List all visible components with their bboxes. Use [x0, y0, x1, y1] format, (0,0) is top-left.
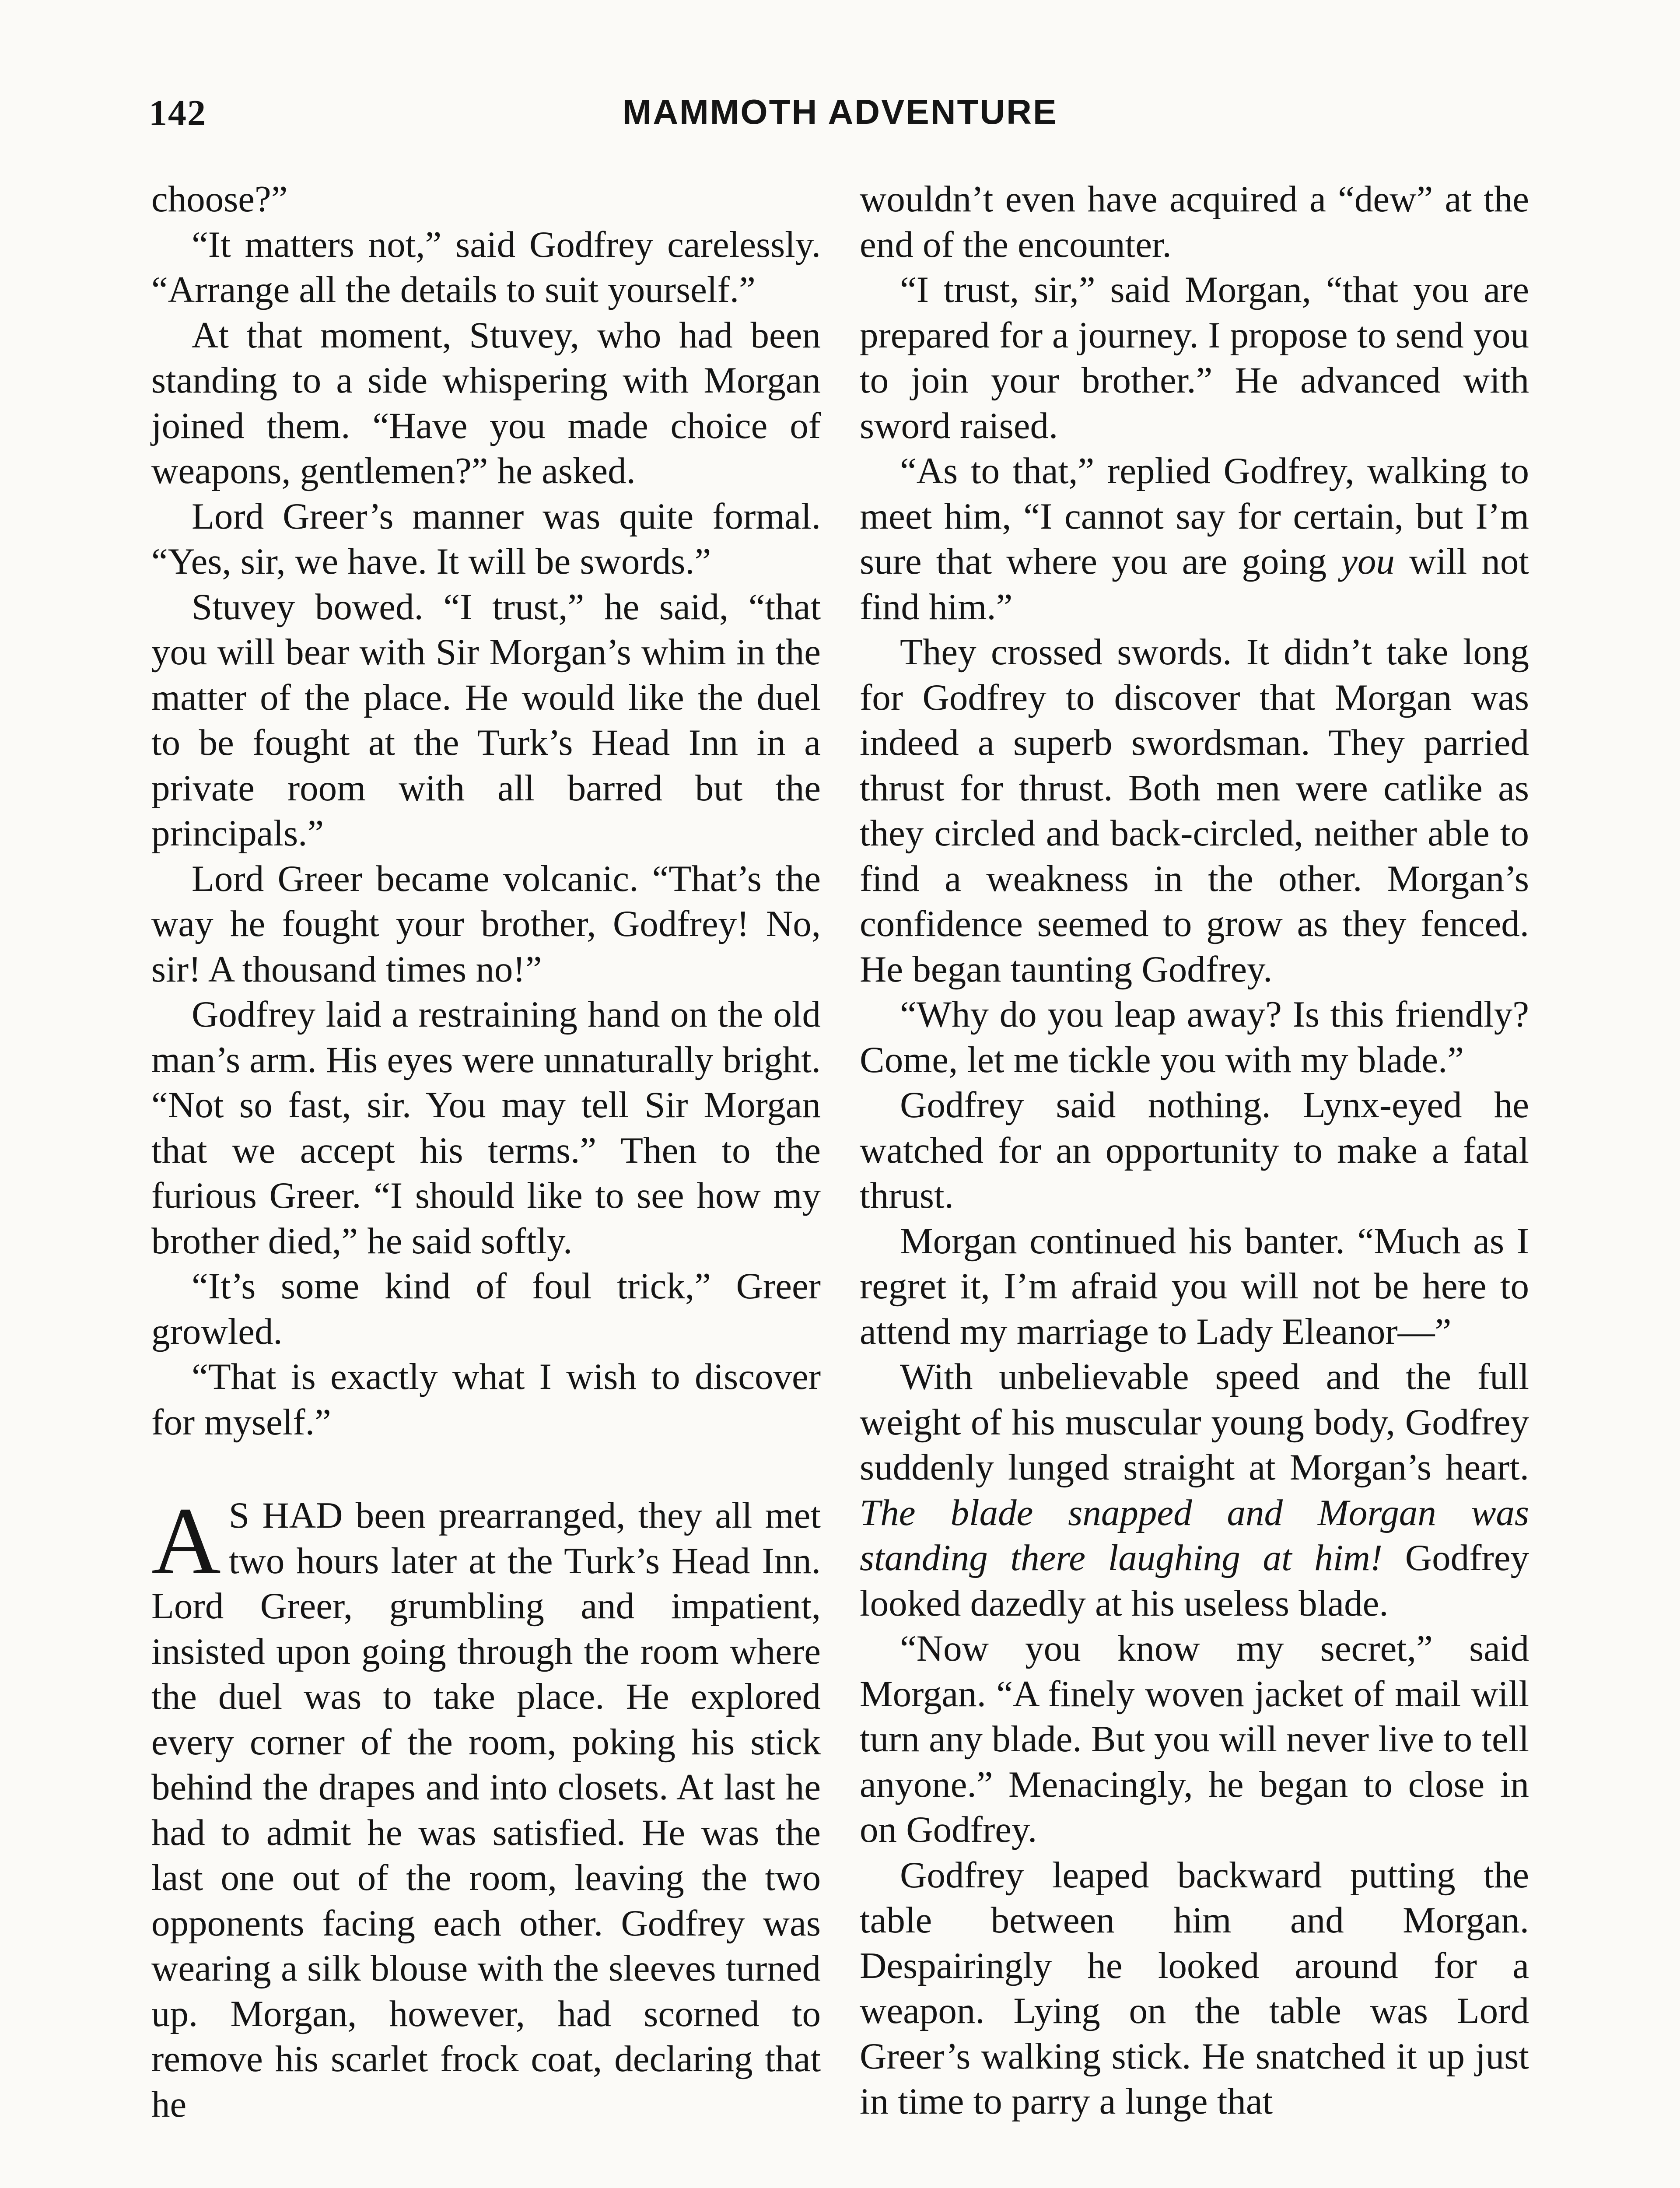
paragraph-text: S HAD been prearranged, they all met two hours later at the Turk’s Head Inn. Lord Greer, grumbling and impatient, insisted upon going through the room where the duel was to take place. He explored every corner of the room, poking his stick behind the drapes and into closets. At last he had to admit he was satisfied. He was the last one out of the room, leaving the two opponents facing each other. Godfrey was wearing a silk blouse with the sleeves turned up. Morgan, however, had scorned to remove his scarlet frock coat, declaring that he [151, 1495, 821, 2125]
paragraph-text: will not find him.” [860, 541, 1529, 628]
paragraph: “It’s some kind of foul trick,” Greer growled. [151, 1266, 821, 1352]
italic-text: The blade snapped and Morgan was standing there laughing at him! [860, 1492, 1529, 1578]
paragraph: They crossed swords. It didn’t take long for Godfrey to discover that Morgan was indeed a superb swordsman. They parried thrust for thrust. Both men were catlike as they circled and back-circled, neither able to find a weakness in the other. Morgan’s confidence seemed to grow as they fenced. He began taunting Godfrey. [860, 631, 1529, 990]
paragraph-text: “As to that,” replied Godfrey, walking to meet him, “I cannot say for certain, but I’m sure that where you are going [860, 450, 1529, 582]
italic-text: you [1341, 541, 1395, 582]
paragraph: Godfrey leaped backward putting the table between him and Morgan. Despairingly he looked around for a weapon. Lying on the table was Lord Greer’s walking stick. He snatched it up just in time to parry a lunge that [860, 1854, 1529, 2122]
paragraph [860, 449, 1529, 630]
paragraph: Stuvey bowed. “I trust,” he said, “that you will bear with Sir Morgan’s whim in the matter of the place. He would like the duel to be fought at the Turk’s Head Inn in a private room with all barred but the principals.” [151, 586, 821, 854]
paragraph: “Why do you leap away? Is this friendly? Come, let me tickle you with my blade.” [860, 994, 1529, 1080]
paragraph: Lord Greer’s manner was quite formal. “Yes, sir, we have. It will be swords.” [151, 495, 821, 582]
drop-cap: A [151, 1487, 221, 1594]
paragraph [860, 1354, 1529, 1626]
right-column [860, 177, 1529, 2125]
paragraph: At that moment, Stuvey, who had been standing to a side whispering with Morgan joined them. “Have you made choice of weapons, gentlemen?” he asked. [151, 314, 821, 491]
paragraph-text: Godfrey looked dazedly at his useless blade. [860, 1537, 1529, 1624]
page-header [149, 92, 1531, 158]
paragraph: Godfrey said nothing. Lynx-eyed he watched for an opportunity to make a fatal thrust. [860, 1084, 1529, 1216]
paragraph-text: With unbelievable speed and the full weight of his muscular young body, Godfrey suddenly lunged straight at Morgan’s heart. [860, 1356, 1529, 1488]
running-head: MAMMOTH ADVENTURE [622, 92, 1058, 131]
page-number: 142 [149, 93, 206, 133]
paragraph: “It matters not,” said Godfrey carelessly. “Arrange all the details to suit yourself.” [151, 224, 821, 310]
paragraph: wouldn’t even have acquired a “dew” at the end of the encounter. [860, 179, 1529, 265]
left-column [151, 177, 821, 2127]
paragraph: Lord Greer became volcanic. “That’s the way he fought your brother, Godfrey! No, sir! A thousand times no!” [151, 858, 821, 990]
paragraph: “Now you know my secret,” said Morgan. “A finely woven jacket of mail will turn any blade. But you will never live to tell anyone.” Menacingly, he began to close in on Godfrey. [860, 1628, 1529, 1850]
paragraph: choose?” [151, 179, 288, 220]
paragraph: “I trust, sir,” said Morgan, “that you are prepared for a journey. I propose to send you to join your brother.” He advanced with sword raised. [860, 269, 1529, 446]
paragraph: Godfrey laid a restraining hand on the old man’s arm. His eyes were unnaturally bright. “Not so fast, sir. You may tell Sir Morgan that we accept his terms.” Then to the furious Greer. “I should like to see how my brother died,” he said softly. [151, 994, 821, 1262]
paragraph: “That is exactly what I wish to discover for myself.” [151, 1356, 821, 1443]
paragraph: Morgan continued his banter. “Much as I regret it, I’m afraid you will not be here to attend my marriage to Lady Eleanor—” [860, 1220, 1529, 1352]
section-opening-paragraph [151, 1487, 821, 2127]
